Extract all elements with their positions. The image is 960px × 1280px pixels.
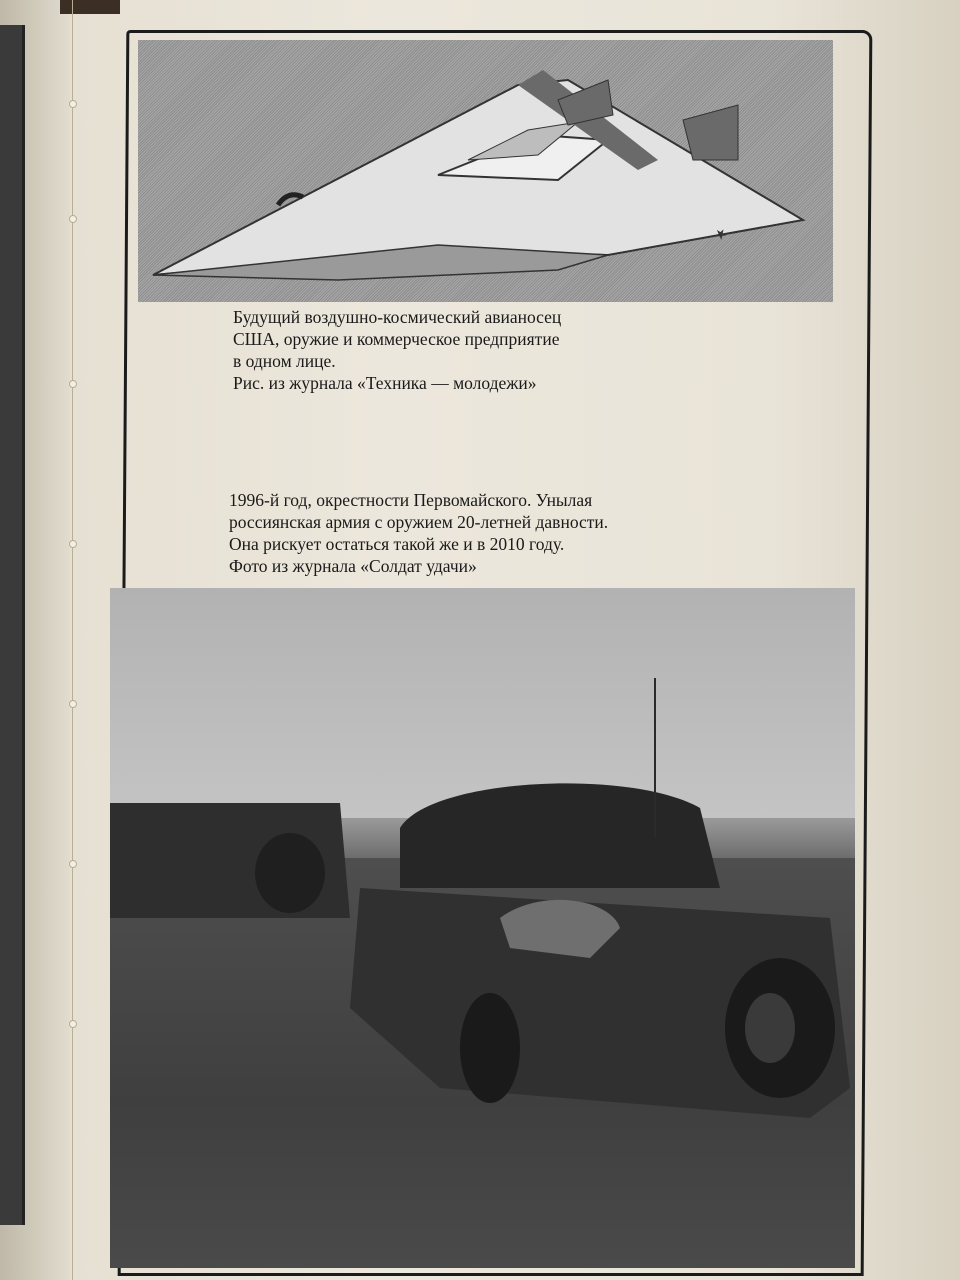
caption-line: США, оружие и коммерческое предприятие: [233, 329, 560, 349]
facing-page-frame: [0, 25, 25, 1225]
caption-line: россиянская армия с оружием 20-летней давности.: [229, 512, 609, 532]
figure-1-caption: [233, 306, 561, 394]
delta-wing-aircraft-icon: [138, 40, 833, 302]
stitch-mark: [69, 100, 77, 108]
armored-vehicles-photo: [110, 588, 855, 1268]
caption-line: в одном лице.: [233, 351, 336, 371]
stitch-mark: [69, 540, 77, 548]
stitch-mark: [69, 700, 77, 708]
figure-2-caption: [229, 489, 608, 577]
aerospace-carrier-illustration: [138, 40, 833, 302]
apc-convoy-silhouettes: [110, 588, 855, 1268]
caption-line: Она рискует остаться такой же и в 2010 году.: [229, 534, 565, 554]
caption-line: Будущий воздушно-космический авианосец: [233, 307, 562, 327]
stitch-mark: [69, 1020, 77, 1028]
binding-thread: [72, 0, 73, 1280]
binding-shadow: [60, 0, 120, 14]
stitch-mark: [69, 380, 77, 388]
caption-line: Рис. из журнала «Техника — молодежи»: [233, 373, 537, 393]
svg-text:★: ★: [711, 224, 730, 245]
stitch-mark: [69, 860, 77, 868]
caption-line: Фото из журнала «Солдат удачи»: [229, 556, 477, 576]
stitch-mark: [69, 215, 77, 223]
caption-line: 1996-й год, окрестности Первомайского. Унылая: [229, 490, 593, 510]
